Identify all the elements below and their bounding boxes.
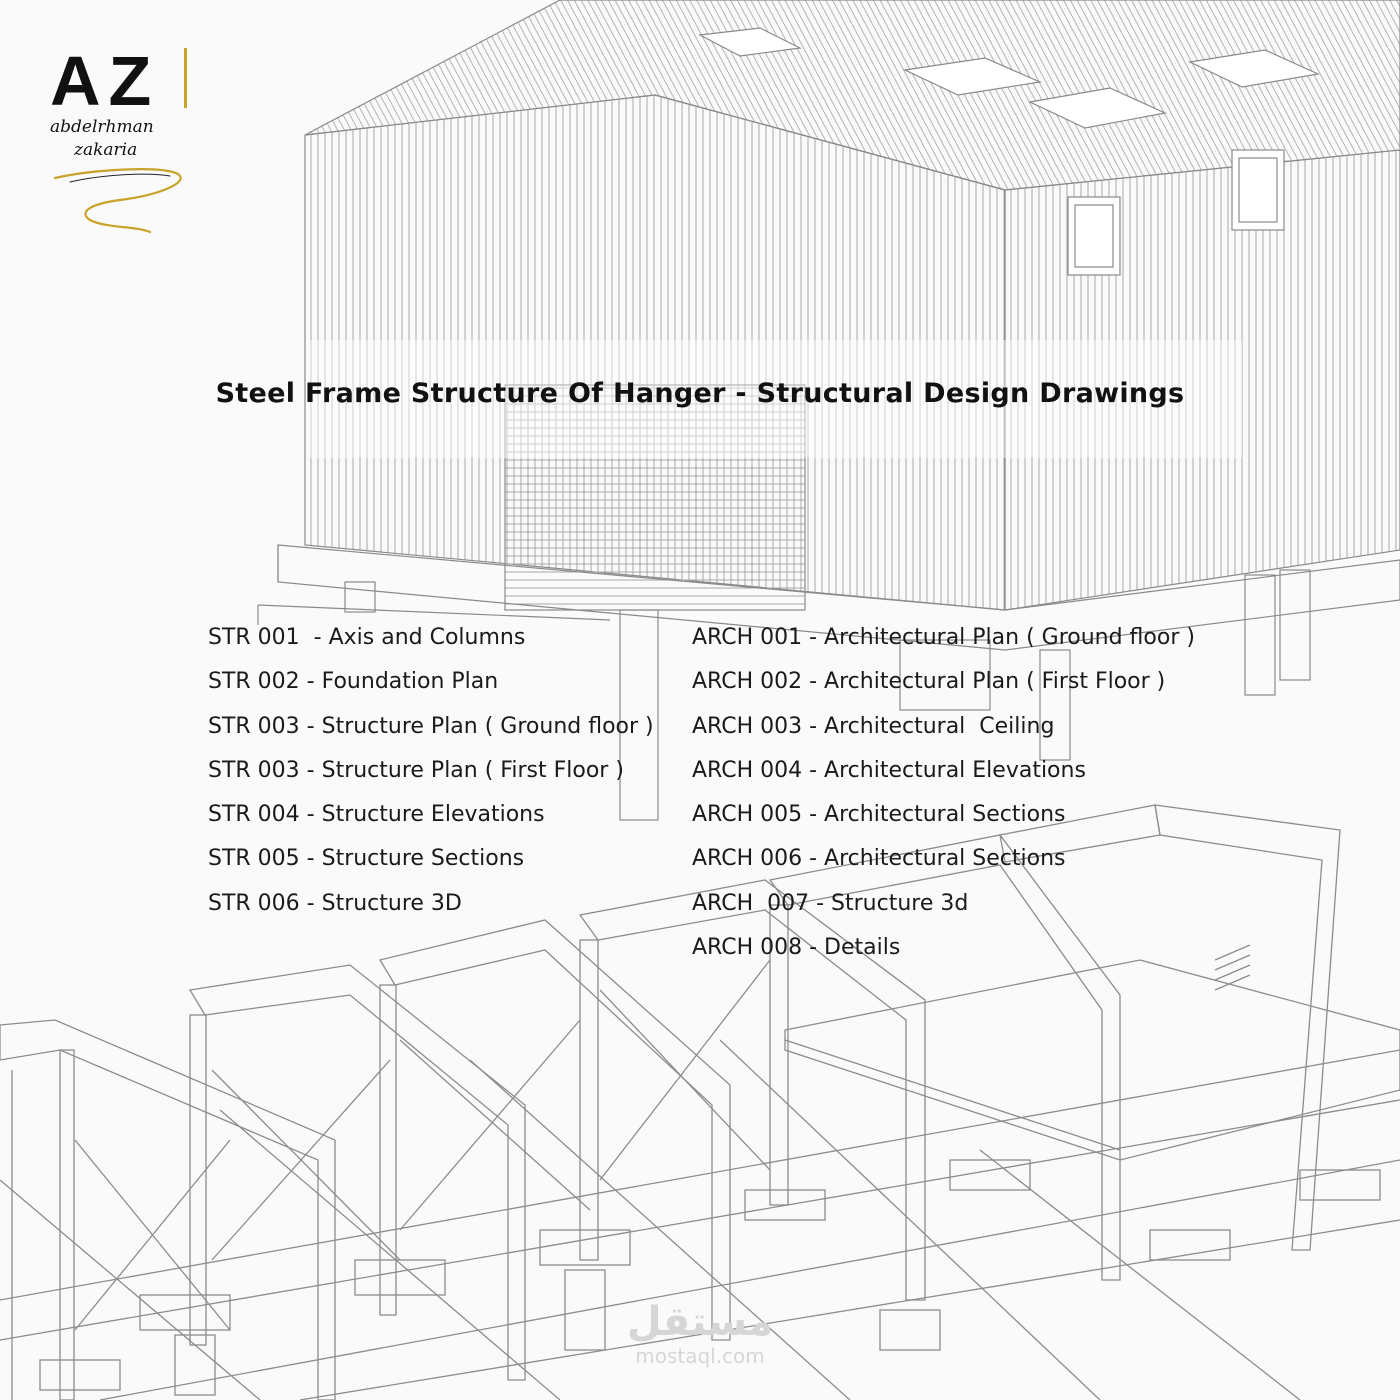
list-item: ARCH 008 - Details: [692, 935, 901, 961]
list-item: STR 003 - Structure Plan ( First Floor ): [208, 757, 624, 783]
list-item: STR 002 - Foundation Plan: [208, 669, 499, 695]
watermark-arabic: مستقل: [626, 1299, 774, 1345]
logo-name-line1: abdelrhman: [50, 117, 154, 137]
watermark-url: mostaql.com: [635, 1344, 765, 1368]
list-item: ARCH 007 - Structure 3d: [692, 890, 969, 916]
list-item: STR 001 - Axis and Columns: [208, 625, 526, 650]
logo-name-line2: zakaria: [74, 140, 138, 160]
logo: [50, 40, 200, 240]
watermark: [615, 1300, 785, 1368]
page-title: Steel Frame Structure Of Hanger - Structural Design Drawings: [215, 378, 1185, 409]
list-item: ARCH 001 - Architectural Plan ( Ground floor ): [692, 625, 1195, 650]
structural-sheet-list: [208, 616, 654, 926]
list-item: STR 006 - Structure 3D: [208, 890, 462, 916]
logo-monogram: AZ: [50, 42, 160, 120]
logo-name: [50, 116, 154, 162]
list-item: STR 004 - Structure Elevations: [208, 802, 545, 828]
list-item: ARCH 004 - Architectural Elevations: [692, 757, 1086, 783]
list-item: ARCH 002 - Architectural Plan ( First Floor ): [692, 669, 1166, 695]
list-item: ARCH 005 - Architectural Sections: [692, 802, 1066, 828]
list-item: ARCH 003 - Architectural Ceiling: [692, 713, 1055, 739]
list-item: ARCH 006 - Architectural Sections: [692, 846, 1066, 872]
list-item: STR 005 - Structure Sections: [208, 846, 525, 872]
logo-swoosh-icon: [50, 160, 190, 235]
list-item: STR 003 - Structure Plan ( Ground floor ): [208, 713, 654, 739]
architectural-sheet-list: [692, 616, 1195, 970]
logo-divider: [184, 48, 187, 108]
